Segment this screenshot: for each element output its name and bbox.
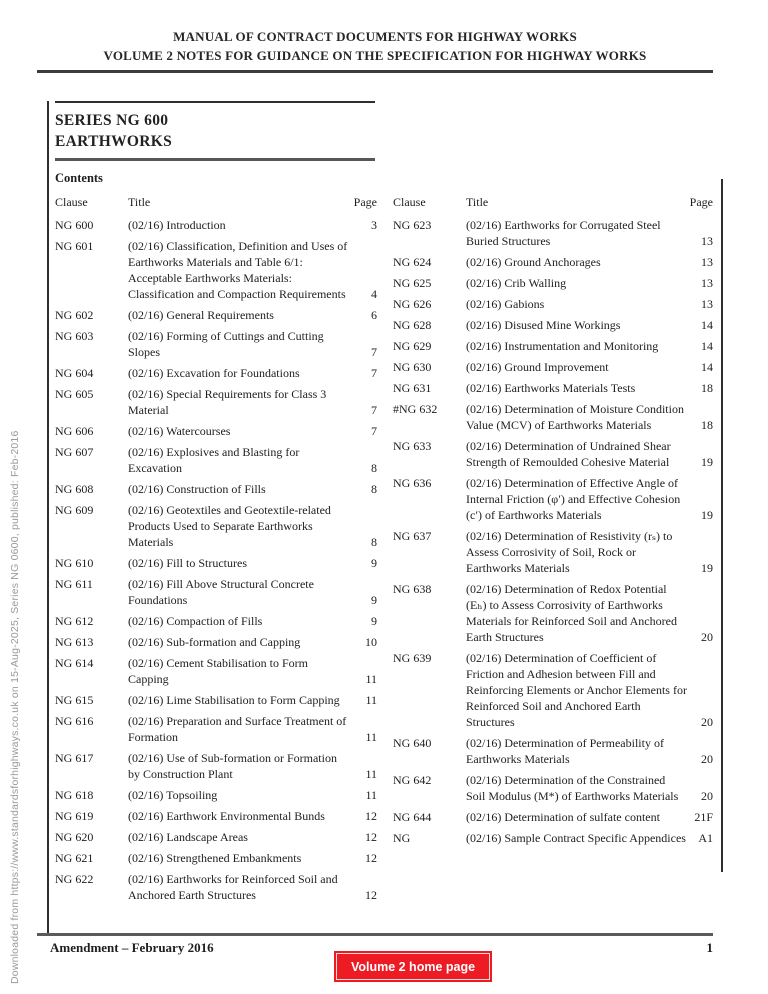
- toc-clause: NG 605: [55, 387, 94, 401]
- toc-title: (02/16) Fill to Structures: [128, 556, 247, 570]
- toc-title: (02/16) Strengthened Embankments: [128, 851, 302, 865]
- toc-page-number: 10: [365, 635, 377, 649]
- toc-entry: [55, 655, 377, 687]
- download-watermark: Downloaded from https://www.standardsforhighways.co.uk on 15-Aug-2025, Series NG 0600, published: Feb-2016: [9, 430, 21, 984]
- toc-clause: NG 612: [55, 614, 94, 628]
- toc-title: (02/16) General Requirements: [128, 308, 274, 322]
- toc-page-number: 14: [701, 339, 713, 353]
- toc-column-headers: [55, 194, 377, 210]
- toc-clause: NG 628: [393, 318, 432, 332]
- toc-clause: NG 604: [55, 366, 94, 380]
- toc-entry: [55, 613, 377, 629]
- toc-title: (02/16) Instrumentation and Monitoring: [466, 339, 659, 353]
- toc-column-left: [55, 194, 377, 908]
- toc-page-number: 7: [371, 403, 377, 417]
- toc-page-number: 9: [371, 593, 377, 607]
- toc-page-number: 12: [365, 888, 377, 902]
- toc-page-number: 19: [701, 508, 713, 522]
- toc-clause: NG 630: [393, 360, 432, 374]
- toc-entry: [393, 254, 713, 270]
- toc-title: (02/16) Earthworks for Corrugated Steel Buried Structures: [466, 218, 661, 248]
- toc-clause: NG 642: [393, 773, 432, 787]
- toc-clause: NG 606: [55, 424, 94, 438]
- toc-title: (02/16) Watercourses: [128, 424, 231, 438]
- toc-page-number: 18: [701, 381, 713, 395]
- toc-title: (02/16) Fill Above Structural Concrete Foundations: [128, 577, 314, 607]
- page-header: Page: [689, 195, 713, 209]
- toc-page-number: 20: [701, 752, 713, 766]
- toc-clause: NG 609: [55, 503, 94, 517]
- toc-clause: NG 629: [393, 339, 432, 353]
- series-title-line2: EARTHWORKS: [55, 133, 173, 150]
- toc-page-number: 12: [365, 830, 377, 844]
- toc-clause: NG: [393, 831, 411, 845]
- toc-entry: [55, 555, 377, 571]
- doc-header-line2: VOLUME 2 NOTES FOR GUIDANCE ON THE SPECIFICATION FOR HIGHWAY WORKS: [103, 48, 647, 63]
- toc-entry: [393, 217, 713, 249]
- toc-entry: [393, 359, 713, 375]
- toc-page-number: 12: [365, 851, 377, 865]
- doc-header-line1: MANUAL OF CONTRACT DOCUMENTS FOR HIGHWAY WORKS: [173, 29, 577, 44]
- toc-entry: [393, 296, 713, 312]
- toc-clause: NG 600: [55, 218, 94, 232]
- toc-clause: NG 623: [393, 218, 432, 232]
- toc-title: (02/16) Classification, Definition and Uses of Earthworks Materials and Table 6/1: Acceptable Earthworks Materials: Classification and Compaction Requirements: [128, 239, 348, 301]
- title-header: Title: [128, 195, 151, 209]
- toc-title: (02/16) Crib Walling: [466, 276, 567, 290]
- toc-entry: [55, 850, 377, 866]
- page-number: 1: [706, 940, 713, 955]
- toc-title: (02/16) Determination of sulfate content: [466, 810, 660, 824]
- series-title-line1: SERIES NG 600: [55, 112, 169, 129]
- toc-clause: NG 614: [55, 656, 94, 670]
- toc-entry: [55, 692, 377, 708]
- toc-columns: [55, 194, 715, 908]
- toc-title: (02/16) Ground Improvement: [466, 360, 609, 374]
- toc-title: (02/16) Compaction of Fills: [128, 614, 263, 628]
- toc-clause: NG 631: [393, 381, 432, 395]
- toc-clause: NG 613: [55, 635, 94, 649]
- toc-page-number: 20: [701, 789, 713, 803]
- toc-clause: NG 621: [55, 851, 94, 865]
- toc-entry: [393, 735, 713, 767]
- toc-title: (02/16) Determination of the Constrained Soil Modulus (M*) of Earthworks Materials: [466, 773, 679, 803]
- toc-entry: [55, 787, 377, 803]
- toc-title: (02/16) Special Requirements for Class 3 Material: [128, 387, 327, 417]
- series-rule-bottom: [55, 158, 375, 161]
- toc-clause: NG 617: [55, 751, 94, 765]
- toc-title: (02/16) Preparation and Surface Treatment of Formation: [128, 714, 347, 744]
- toc-title: (02/16) Ground Anchorages: [466, 255, 601, 269]
- toc-entry: [393, 809, 713, 825]
- toc-entry: [55, 328, 377, 360]
- toc-column-headers: [393, 194, 713, 210]
- toc-page-number: 14: [701, 360, 713, 374]
- toc-entry: [55, 502, 377, 550]
- toc-page-number: 13: [701, 255, 713, 269]
- toc-clause: NG 611: [55, 577, 93, 591]
- toc-page-number: 11: [365, 788, 377, 802]
- header-rule: [37, 70, 713, 73]
- toc-entry: [393, 317, 713, 333]
- toc-clause: NG 620: [55, 830, 94, 844]
- toc-title: (02/16) Determination of Redox Potential (Eₕ) to Assess Corrosivity of Earthworks Materials for Reinforced Soil and Anchored Earth Structures: [466, 582, 677, 644]
- toc-title: (02/16) Excavation for Foundations: [128, 366, 300, 380]
- amendment-label: Amendment – February 2016: [50, 940, 214, 955]
- toc-title: (02/16) Lime Stabilisation to Form Capping: [128, 693, 340, 707]
- toc-entry: [393, 772, 713, 804]
- toc-page-number: 13: [701, 297, 713, 311]
- toc-clause: NG 622: [55, 872, 94, 886]
- toc-clause: NG 619: [55, 809, 94, 823]
- toc-entry: [55, 307, 377, 323]
- toc-title: (02/16) Use of Sub-formation or Formation by Construction Plant: [128, 751, 337, 781]
- toc-page-number: 9: [371, 614, 377, 628]
- toc-page-number: 9: [371, 556, 377, 570]
- toc-entry: [55, 750, 377, 782]
- toc-page-number: A1: [698, 831, 713, 845]
- toc-entry: [55, 829, 377, 845]
- toc-entry: [55, 713, 377, 745]
- toc-title: (02/16) Determination of Effective Angle of Internal Friction (φ′) and Effective Cohesion (c′) of Earthworks Materials: [466, 476, 681, 522]
- toc-page-number: 19: [701, 455, 713, 469]
- clause-header: Clause: [393, 195, 426, 209]
- toc-clause: NG 610: [55, 556, 94, 570]
- toc-page-number: 20: [701, 715, 713, 729]
- toc-clause: NG 603: [55, 329, 94, 343]
- toc-entry: [393, 438, 713, 470]
- toc-clause: NG 602: [55, 308, 94, 322]
- toc-page-number: 14: [701, 318, 713, 332]
- toc-title: (02/16) Earthworks Materials Tests: [466, 381, 636, 395]
- toc-title: (02/16) Construction of Fills: [128, 482, 266, 496]
- toc-page-number: 21F: [694, 810, 713, 824]
- toc-page-number: 11: [365, 672, 377, 686]
- toc-clause: NG 608: [55, 482, 94, 496]
- toc-clause: NG 644: [393, 810, 432, 824]
- toc-entry: [393, 380, 713, 396]
- toc-entry: [55, 481, 377, 497]
- toc-clause: NG 636: [393, 476, 432, 490]
- toc-title: (02/16) Earthwork Environmental Bunds: [128, 809, 325, 823]
- toc-title: (02/16) Determination of Resistivity (rₛ) to Assess Corrosivity of Soil, Rock or Earthworks Materials: [466, 529, 673, 575]
- title-header: Title: [466, 195, 489, 209]
- toc-clause: NG 607: [55, 445, 94, 459]
- toc-title: (02/16) Cement Stabilisation to Form Capping: [128, 656, 308, 686]
- toc-title: (02/16) Determination of Coefficient of Friction and Adhesion between Fill and Reinforcing Elements or Anchor Elements for Reinforced Soil and Anchored Earth Structures: [466, 651, 687, 729]
- toc-title: (02/16) Forming of Cuttings and Cutting Slopes: [128, 329, 324, 359]
- toc-entry: [55, 238, 377, 302]
- toc-clause: NG 624: [393, 255, 432, 269]
- toc-entry: [393, 528, 713, 576]
- clause-header: Clause: [55, 195, 88, 209]
- toc-clause: NG 639: [393, 651, 432, 665]
- toc-title: (02/16) Determination of Undrained Shear Strength of Remoulded Cohesive Material: [466, 439, 671, 469]
- toc-page-number: 4: [371, 287, 377, 301]
- toc-page-number: 20: [701, 630, 713, 644]
- toc-page-number: 11: [365, 730, 377, 744]
- toc-entry: [55, 365, 377, 381]
- toc-entry: [393, 401, 713, 433]
- toc-page-number: 11: [365, 767, 377, 781]
- toc-page-number: 6: [371, 308, 377, 322]
- right-vertical-rule: [721, 179, 723, 872]
- toc-page-number: 8: [371, 482, 377, 496]
- toc-column-right: [393, 194, 713, 851]
- footer-rule: [37, 933, 713, 936]
- toc-rows-left: [55, 217, 377, 903]
- toc-clause: NG 601: [55, 239, 94, 253]
- toc-title: (02/16) Sub-formation and Capping: [128, 635, 301, 649]
- toc-page-number: 12: [365, 809, 377, 823]
- toc-entry: [55, 386, 377, 418]
- toc-clause: NG 615: [55, 693, 94, 707]
- toc-title: (02/16) Introduction: [128, 218, 226, 232]
- page-header: Page: [353, 195, 377, 209]
- left-vertical-rule: [47, 101, 49, 933]
- toc-page-number: 8: [371, 535, 377, 549]
- toc-page-number: 11: [365, 693, 377, 707]
- toc-clause: #NG 632: [393, 402, 438, 416]
- toc-title: (02/16) Sample Contract Specific Appendices: [466, 831, 686, 845]
- doc-header: [37, 27, 713, 65]
- toc-page-number: 8: [371, 461, 377, 475]
- toc-page-number: 3: [371, 218, 377, 232]
- volume2-home-button[interactable]: Volume 2 home page: [336, 953, 490, 980]
- toc-clause: NG 633: [393, 439, 432, 453]
- toc-clause: NG 625: [393, 276, 432, 290]
- toc-entry: [393, 475, 713, 523]
- toc-title: (02/16) Explosives and Blasting for Excavation: [128, 445, 300, 475]
- contents-section: [55, 101, 715, 908]
- toc-page-number: 7: [371, 345, 377, 359]
- toc-page-number: 19: [701, 561, 713, 575]
- toc-entry: [55, 634, 377, 650]
- toc-page-number: 7: [371, 424, 377, 438]
- toc-page-number: 18: [701, 418, 713, 432]
- toc-page-number: 13: [701, 234, 713, 248]
- toc-entry: [55, 871, 377, 903]
- toc-clause: NG 616: [55, 714, 94, 728]
- toc-entry: [55, 576, 377, 608]
- toc-entry: [55, 217, 377, 233]
- toc-title: (02/16) Landscape Areas: [128, 830, 248, 844]
- toc-entry: [55, 444, 377, 476]
- toc-clause: NG 640: [393, 736, 432, 750]
- toc-entry: [55, 423, 377, 439]
- toc-rows-right: [393, 217, 713, 846]
- toc-entry: [393, 275, 713, 291]
- toc-entry: [393, 650, 713, 730]
- toc-entry: [393, 830, 713, 846]
- toc-clause: NG 637: [393, 529, 432, 543]
- toc-title: (02/16) Earthworks for Reinforced Soil and Anchored Earth Structures: [128, 872, 338, 902]
- toc-entry: [393, 338, 713, 354]
- toc-entry: [55, 808, 377, 824]
- toc-clause: NG 638: [393, 582, 432, 596]
- toc-clause: NG 626: [393, 297, 432, 311]
- toc-title: (02/16) Determination of Moisture Condition Value (MCV) of Earthworks Materials: [466, 402, 684, 432]
- toc-page-number: 13: [701, 276, 713, 290]
- toc-title: (02/16) Determination of Permeability of Earthworks Materials: [466, 736, 664, 766]
- toc-page-number: 7: [371, 366, 377, 380]
- toc-entry: [393, 581, 713, 645]
- series-title: [55, 103, 715, 158]
- toc-title: (02/16) Geotextiles and Geotextile-related Products Used to Separate Earthworks Materials: [128, 503, 331, 549]
- toc-title: (02/16) Topsoiling: [128, 788, 218, 802]
- toc-title: (02/16) Gabions: [466, 297, 545, 311]
- toc-title: (02/16) Disused Mine Workings: [466, 318, 621, 332]
- toc-clause: NG 618: [55, 788, 94, 802]
- contents-heading: Contents: [55, 171, 103, 185]
